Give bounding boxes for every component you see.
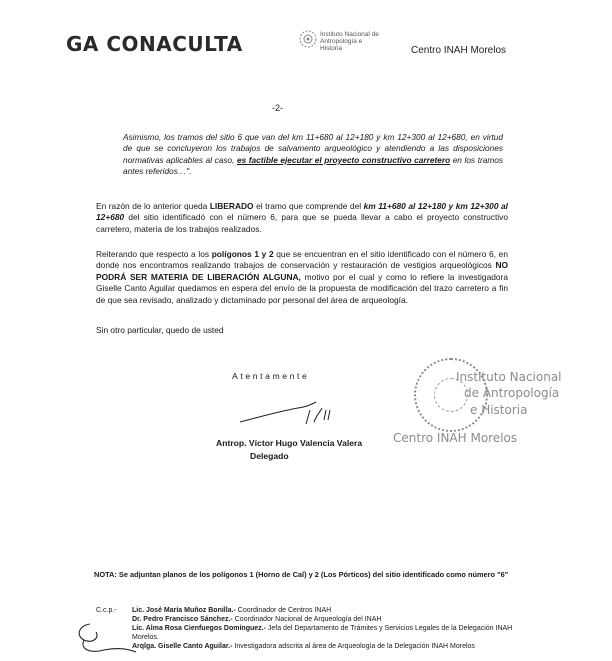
ccp-label: C.c.p.-: [96, 607, 117, 614]
p1-text-3: del sitio identificadó con el número 6, para que se pueda llevar a cabo el proyecto constructivo carretero, materia de los trabajos realizados.: [96, 212, 508, 234]
signer-name: Antrop. Víctor Hugo Valencia Valera: [216, 438, 363, 448]
signer-title: Delegado: [250, 451, 289, 461]
handwritten-initials: [70, 618, 140, 658]
atentamente-label: Atentamente: [232, 371, 310, 381]
stamp-line-3: e Historia: [470, 403, 528, 417]
closing-line: Sin otro particular, quedo de usted: [96, 325, 224, 335]
quote-emphasis: es factible ejecutar el proyecto constructivo carretero: [236, 154, 451, 165]
p1-text: En razón de lo anterior queda: [96, 201, 210, 211]
p1-liberado: LIBERADO: [209, 201, 254, 211]
ccp-item: [132, 625, 522, 642]
conaculta-logo: GA CONACULTA: [66, 32, 243, 56]
p2-text: Reiterando que respecto a los: [96, 249, 212, 259]
p2-text-2: que se encuentran en el sitio identificado con el número 6, en donde nos encontramos realizando trabajos de conservación y restauración de vestigios arqueológicos: [96, 249, 508, 271]
ccp-name: Lic. José María Muñoz Bonilla.-: [132, 607, 236, 614]
page-number: -2-: [272, 103, 283, 113]
ccp-name: Dr. Pedro Francisco Sánchez.-: [132, 616, 233, 623]
ccp-name: Arqlga. Giselle Canto Aguilar.-: [132, 643, 233, 650]
ccp-item: [132, 643, 522, 652]
p1-text-2: el tramo que comprende del: [253, 201, 364, 211]
paragraph-poligonos: [96, 249, 508, 306]
ccp-role: Investigadora adscrita al área de Arqueología de la Delegación INAH Morelos: [232, 643, 475, 650]
ccp-item: [132, 616, 522, 625]
ccp-role: Coordinador de Centros INAH: [235, 607, 332, 614]
quoted-paragraph: [123, 132, 503, 178]
stamp-line-4: Centro INAH Morelos: [393, 431, 518, 445]
stamp-line-2: de Antropología: [464, 386, 560, 400]
p2-text-3: motivo por el cual y como lo refiere la investigadora Giselle Canto Aguilar quedamos en espera del envío de la propuesta de modificación del trazo carretero a fin de que sea revisado, analizado y dictaminado por personal del área de arqueología.: [96, 271, 508, 305]
ccp-name: Lic. Alma Rosa Cienfuegos Domínguez.-: [132, 625, 266, 632]
p2-no-liberacion: NO PODRÁ SER MATERIA DE LIBERACIÓN ALGUNA,: [96, 260, 508, 282]
inah-institute-name: Instituto Nacional de Antropología e Historia: [320, 31, 379, 52]
handwritten-signature: [236, 398, 346, 428]
stamp-line-1: Instituto Nacional: [456, 370, 562, 384]
ccp-item: [132, 607, 522, 616]
ccp-role: Jefa del Departamento de Trámites y Servicios Legales de la Delegación INAH Morelos.: [132, 625, 513, 641]
quote-text: Asimismo, los tramos del sitio 6 que van del km 11+680 al 12+180 y km 12+300 al 12+680, en virtud de que se concluyeron los trabajos de salvamento arqueológico y atendiendo a las disposiciones normativas aplicables al caso,: [123, 132, 503, 165]
quote-text-end: en los tramos antes referidos…".: [123, 154, 503, 177]
p2-poligonos: polígonos 1 y 2: [211, 249, 274, 259]
ccp-role: Coordinador Nacional de Arqueología del INAH: [232, 616, 382, 623]
inah-logo-icon: [298, 29, 318, 49]
note-attachments: NOTA: Se adjuntan planos de los polígonos 1 (Horno de Cal) y 2 (Los Pórticos) del sitio identificado como número "6": [94, 570, 509, 579]
paragraph-liberado: [96, 201, 508, 235]
header-center-name: Centro INAH Morelos: [411, 45, 507, 56]
p1-km-range: km 11+680 al 12+180 y km 12+300 al 12+680: [96, 201, 508, 223]
